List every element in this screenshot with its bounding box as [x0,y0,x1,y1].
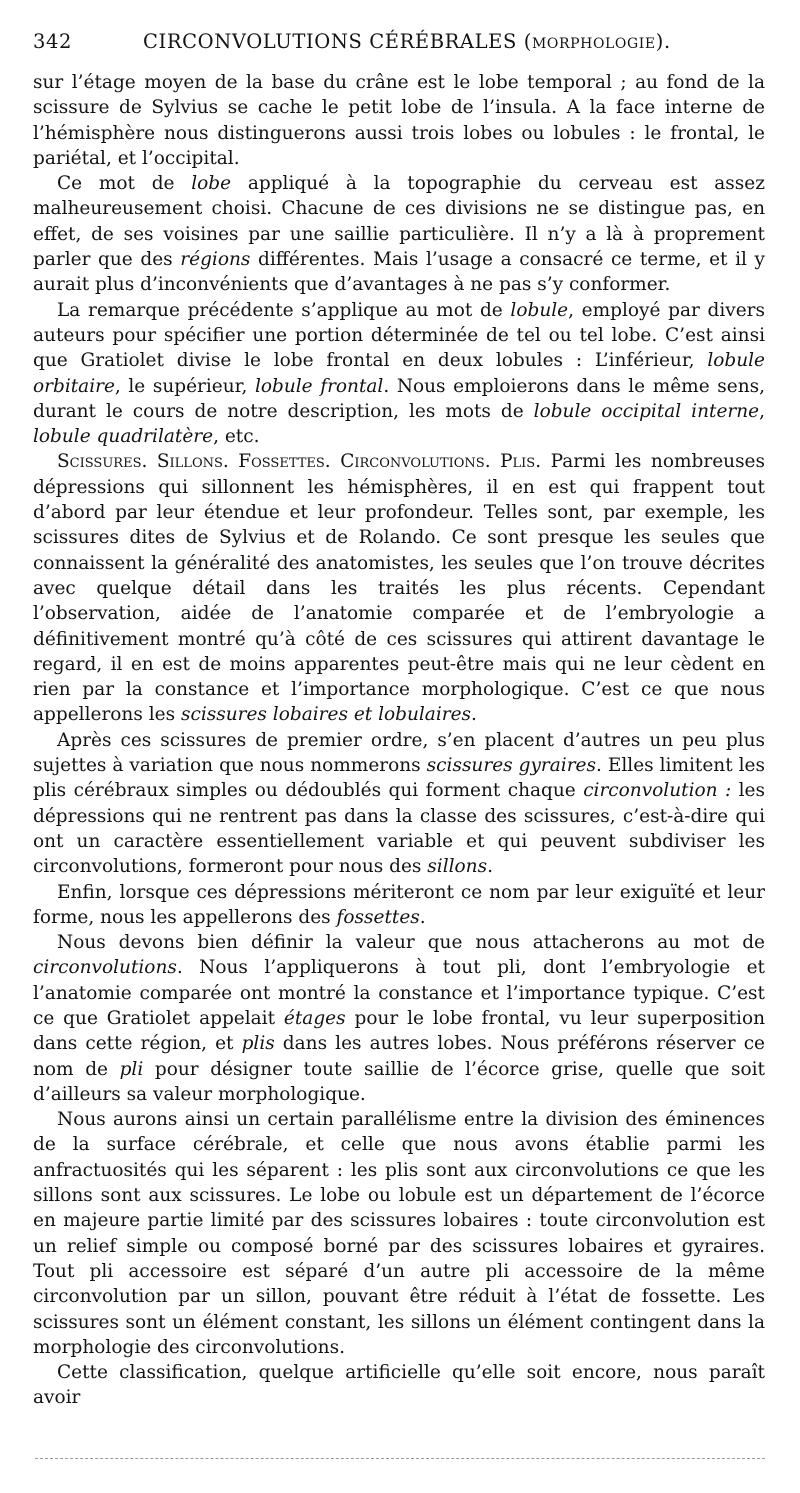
italic-term: lobule [510,299,569,321]
italic-term: lobule quadrilatère [33,426,214,448]
paragraph [33,728,765,880]
italic-term: circonvolution : [583,780,732,802]
paragraph [33,930,765,1107]
italic-term: étages [283,1007,346,1029]
text-run: Parmi les nombreuses dépressions qui sillonnent les hémisphères, il en est qui frappent tout d’abord par leur étendue et leur profondeur. Telles sont, par exemple, les scissures dites de Sylvius et de Rolando. Ce sont presque les seules que connaissent la généralité des anatomistes, les seules que l’on trouve décrites avec quelque détail dans les traités les plus récents. Cependant l’observation, aidée de l’anatomie comparée et de l’embryologie a définitivement montré qu’à côté de ces scissures qui attirent davantage le regard, il en est de moins apparentes peut-être mais qui ne leur cèdent en rien par la constance et l’importance morphologique. C’est ce que nous appellerons les [33,451,765,726]
text-run: appliqué à la topographie du cerveau est assez malheureusement choisi. Chacune de ces divisions ne se distingue pas, en effet, de ses voisines par une saillie particulière. Il n’y a là à proprement parler que des [33,173,765,271]
paragraph [33,1107,765,1360]
text-run: les dépressions qui ne rentrent pas dans la classe des scissures, c’est-à-dire qui ont un caractère essentiellement variable et qui peuvent subdiviser les circonvolutions, formeront pour nous des [33,780,766,878]
italic-term: lobe [191,173,232,195]
paragraph [33,1360,765,1411]
text-run: , employé par divers auteurs pour spécifier une portion déterminée de tel ou tel lobe. C’est ainsi que Gratiolet divise le lobe frontal en deux lobules : L’inférieur, [33,299,765,372]
text-run: Cette classification, quelque artificielle qu’elle soit encore, nous paraît avoir [33,1362,765,1409]
text-run: . Nous emploierons dans le même sens, durant le cours de notre description, les mots de [33,375,765,422]
page-number: 342 [33,30,73,53]
running-head [33,30,765,60]
italic-term: lobule occipital interne [533,400,760,422]
text-run: Ce mot de [57,173,192,195]
text-run: Enfin, lorsque ces dépressions mériteront ce nom par leur exiguïté et leur forme, nous les appellerons des [33,881,765,928]
italic-term: fossettes [336,906,420,928]
paragraph [33,449,765,727]
text-run: Nous devons bien définir la valeur que nous attacherons au mot de [57,932,765,954]
text-run: . [419,906,426,928]
running-title: CIRCONVOLUTIONS CÉRÉBRALES [143,30,517,53]
paragraph [33,298,765,450]
italic-term: circonvolutions [33,957,177,979]
section-heading: Scissures. Sillons. Fossettes. Circonvolutions. Plis. [57,451,542,473]
text-run: , [759,400,765,422]
italic-term: scissures gyraires [426,755,596,777]
italic-term: sillons [427,856,488,878]
text-run: La remarque précédente s’applique au mot de [57,299,511,321]
text-run: , etc. [213,426,260,448]
italic-term: plis [241,1033,275,1055]
text-run: Après ces scissures de premier ordre, s’en placent d’autres un peu plus sujettes à variation que nous nommerons [33,729,765,777]
text-run: pour le lobe frontal, vu leur superposition dans cette région, et [33,1007,765,1055]
italic-term: lobule frontal [254,375,384,397]
body-text [33,70,765,1411]
text-run: différentes. Mais l’usage a consacré ce terme, et il y aurait plus d’inconvénients que d’avantages à ne pas s’y conformer. [33,249,765,296]
text-run: , le supérieur, [114,375,255,397]
text-run: dans les autres lobes. Nous préférons réserver ce nom de [33,1033,765,1080]
paragraph [33,171,765,297]
text-run: . [471,704,477,726]
footer-rule [35,1458,765,1459]
text-run: pour désigner toute saillie de l’écorce grise, quelle que soit d’ailleurs sa valeur morphologique. [33,1058,765,1105]
text-run: Nous aurons ainsi un certain parallélisme entre la division des éminences de la surface cérébrale, et celle que nous avons établie parmi les anfractuosités qui les séparent : les plis sont aux circonvolutions ce que les sillons sont aux scissures. Le lobe ou lobule est un département de l’écorce en majeure partie limité par des scissures lobaires : toute circonvolution est un relief simple ou composé borné par des scissures lobaires et gyraires. Tout pli accessoire est séparé d’un autre pli accessoire de la même circonvolution par un sillon, pouvant être réduit à l’état de fossette. Les scissures sont un élément constant, les sillons un élément contingent dans la morphologie des circonvolutions. [33,1109,765,1358]
italic-term: lobule orbitaire [33,350,765,397]
paragraph [33,880,765,931]
text-run: . Nous l’appliquerons à tout pli, dont l’embryologie et l’anatomie comparée ont montré la constance et l’importance typique. C’est ce que Gratiolet appelait [33,957,765,1029]
running-subtitle: (morphologie). [523,30,671,53]
text-run: . [487,856,493,878]
paragraph [33,70,765,171]
italic-term: pli [119,1058,144,1080]
text-run: sur l’étage moyen de la base du crâne est le lobe temporal ; au fond de la scissure de Sylvius se cache le petit lobe de l’insula. A la face interne de l’hémisphère nous distinguerons aussi trois lobes ou lobules : le frontal, le pariétal, et l’occipital. [33,72,765,169]
italic-term: scissures lobaires et lobulaires [180,704,472,726]
italic-term: régions [180,249,251,271]
text-run: . Elles limitent les plis cérébraux simples ou dédoublés qui forment chaque [33,755,766,802]
